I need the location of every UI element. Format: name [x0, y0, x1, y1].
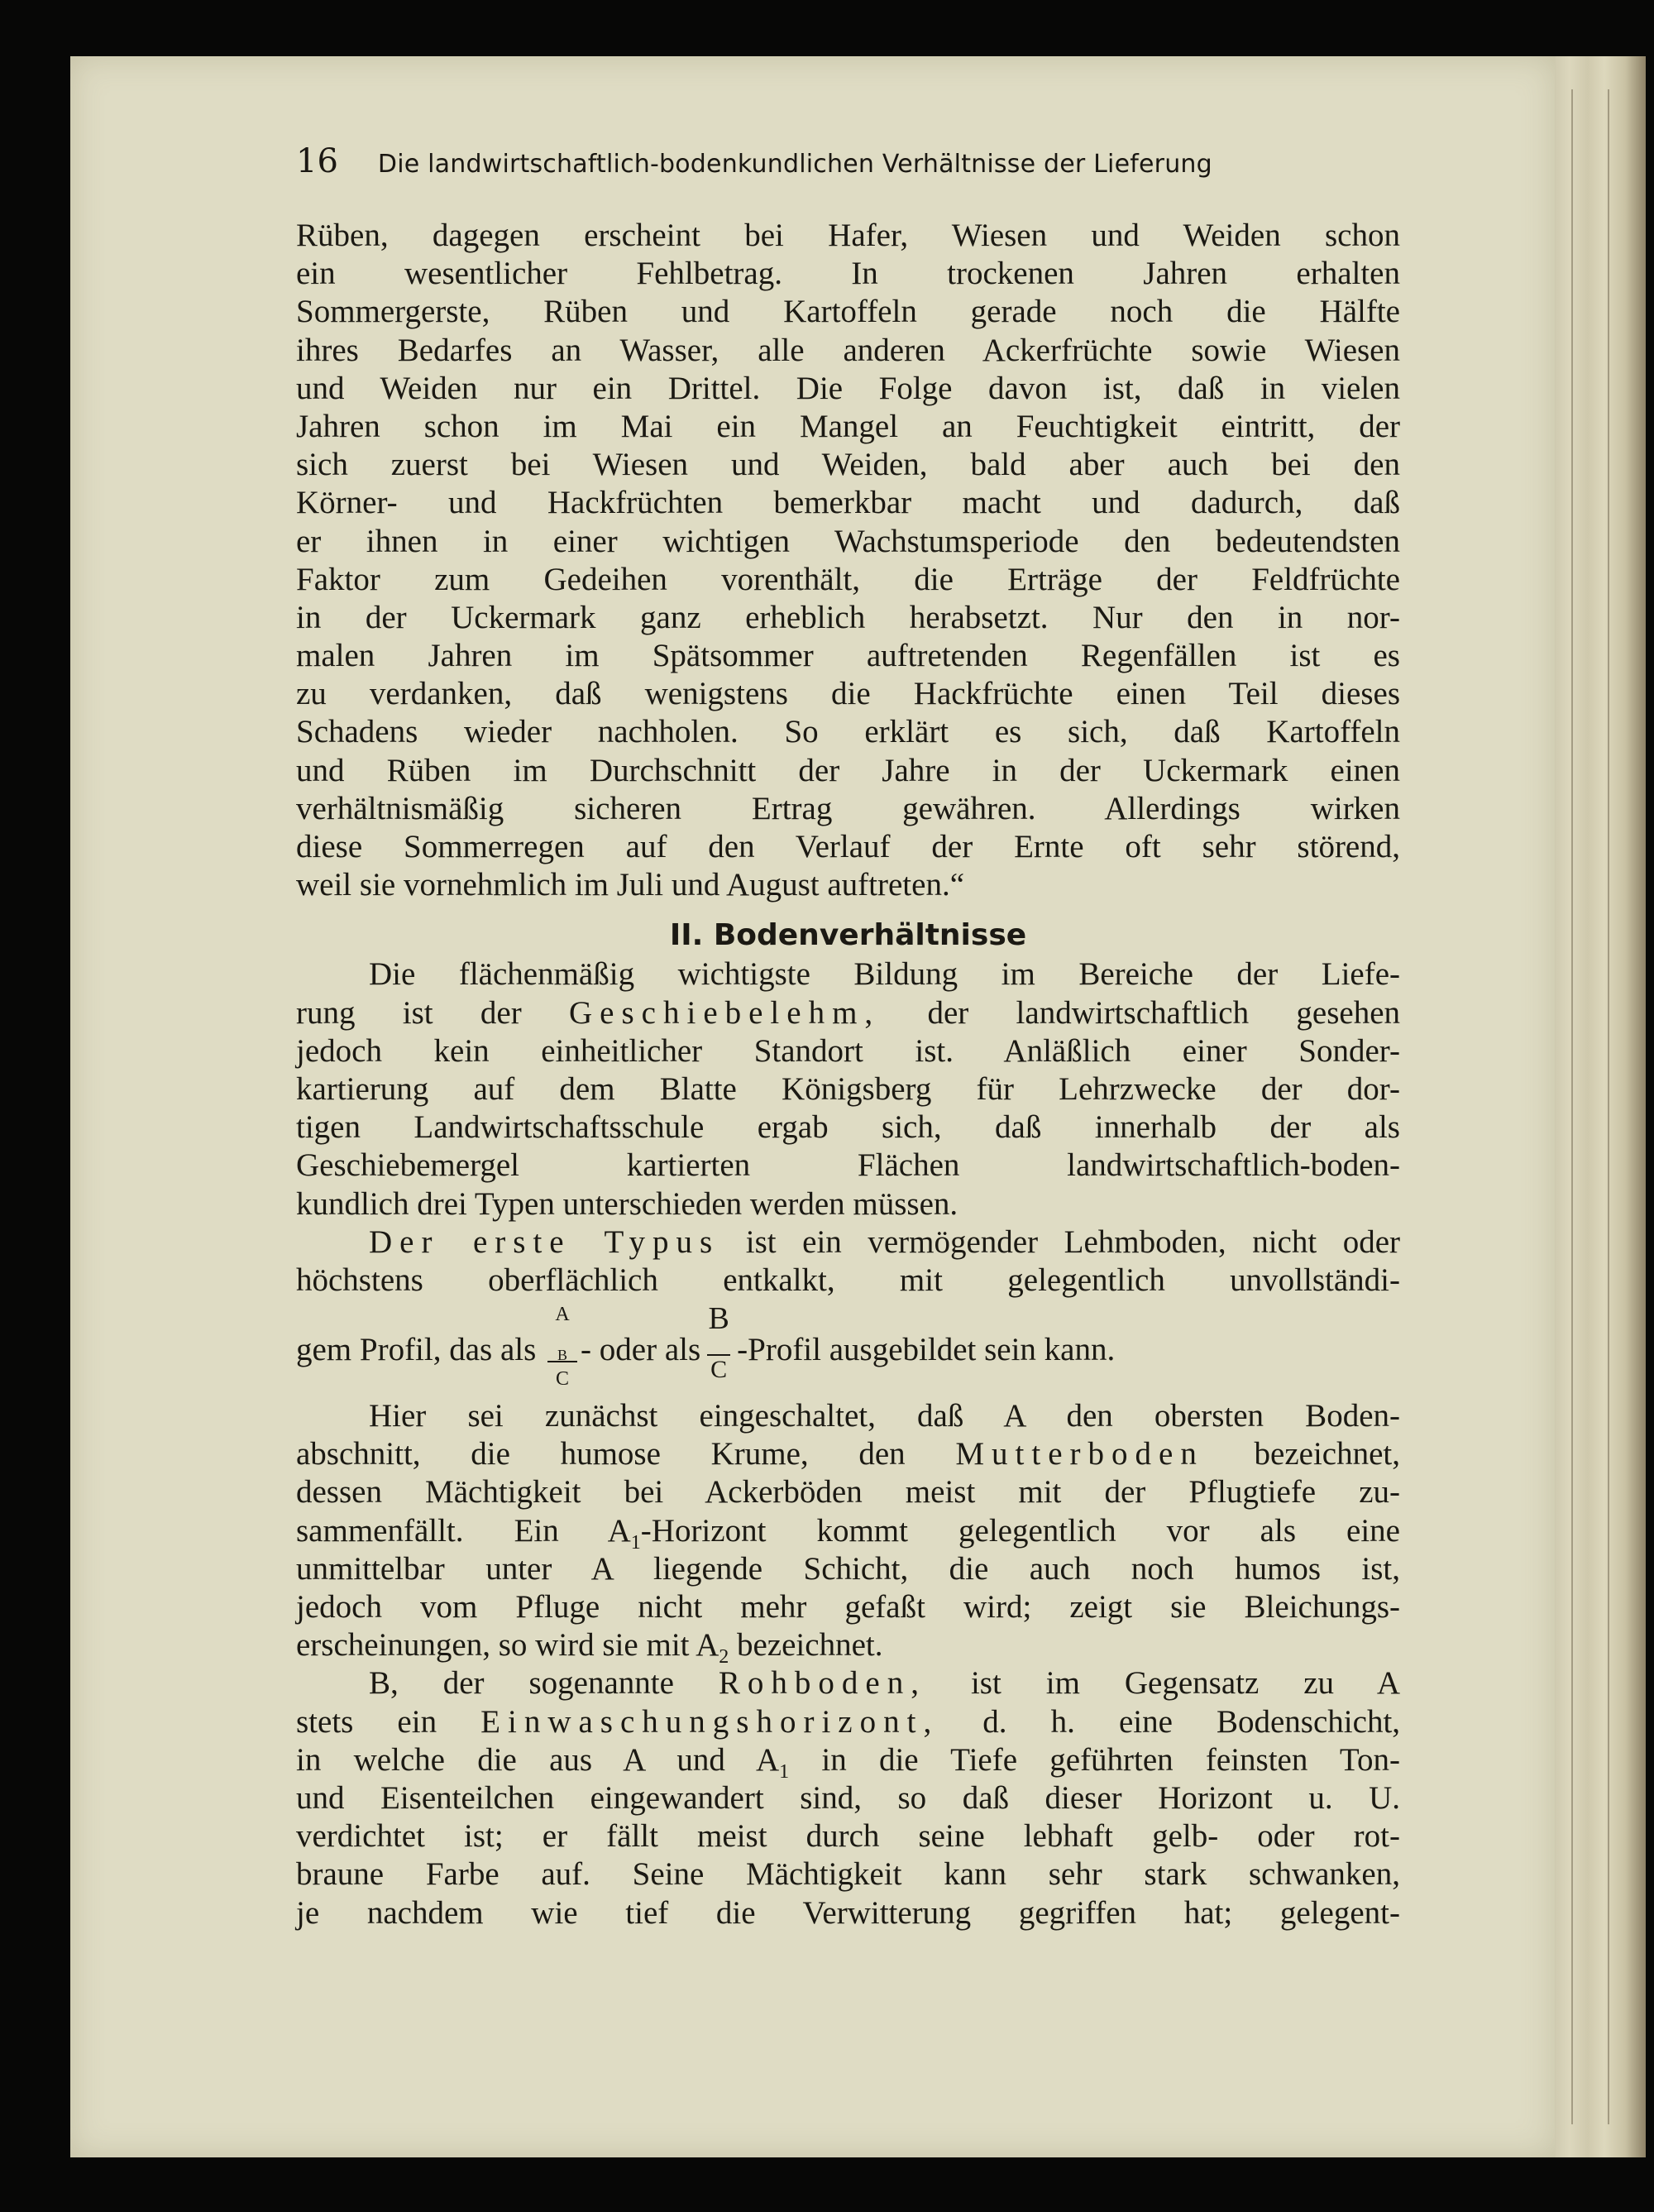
text-line — [296, 1626, 1400, 1668]
text-line: Faktor zum Gedeihen vorenthält, die Erträge der Feldfrüchte — [296, 561, 1400, 597]
fraction-bottom: C — [556, 1368, 570, 1391]
text-line: höchstens oberflächlich entkalkt, mit gelegentlich unvollständi- — [296, 1262, 1400, 1298]
subscript: 1 — [779, 1760, 790, 1783]
spaced-term: Mutterboden — [955, 1436, 1204, 1472]
formula-text — [296, 1301, 1400, 1391]
page-edge-line — [1608, 89, 1609, 2124]
text-run: abschnitt, die humose Krume, den — [296, 1436, 906, 1472]
text-line: jedoch vom Pfluge nicht mehr gefaßt wird; zeigt sie Bleichungs- — [296, 1589, 1400, 1625]
text-line: und Eisenteilchen eingewandert sind, so daß dieser Horizont u. U. — [296, 1779, 1400, 1816]
text-line: ihres Bedarfes an Wasser, alle anderen Ackerfrüchte sowie Wiesen — [296, 332, 1400, 368]
text-run: gem Profil, das als — [296, 1332, 537, 1368]
text-line: er ihnen in einer wichtigen Wachstumsperiode den bedeutendsten — [296, 523, 1400, 559]
text-run: der landwirtschaftlich gesehen — [927, 994, 1401, 1031]
text-line: verdichtet ist; er fällt meist durch seine lebhaft gelb- oder rot- — [296, 1818, 1400, 1855]
text-run: -Horizont kommt gelegentlich vor als eine — [640, 1512, 1400, 1549]
text-line: in der Uckermark ganz erheblich herabsetzt. Nur den in nor- — [296, 599, 1400, 635]
spaced-term: Der erste Typus — [369, 1223, 720, 1260]
profile-fraction-bc — [700, 1301, 737, 1384]
text-run: bezeichnet, — [1254, 1436, 1401, 1472]
text-run: ist im Gegensatz zu A — [970, 1665, 1401, 1702]
fraction-top: B — [708, 1301, 729, 1337]
text-line: und Weiden nur ein Drittel. Die Folge davon ist, daß in vielen — [296, 370, 1400, 406]
text-line: tigen Landwirtschaftsschule ergab sich, daß innerhalb der als — [296, 1109, 1400, 1146]
text-run: stets ein — [296, 1703, 437, 1740]
page-edge-line — [1571, 89, 1573, 2124]
text-line: verhältnismäßig sicheren Ertrag gewähren. Allerdings wirken — [296, 790, 1400, 826]
text-run: sammenfällt. Ein A — [296, 1512, 631, 1549]
text-line: Die flächenmäßig wichtigste Bildung im Bereiche der Liefe- — [369, 956, 1400, 993]
text-run: in die Tiefe geführten feinsten Ton- — [821, 1741, 1400, 1778]
spaced-term: Geschiebelehm, — [569, 994, 881, 1031]
page-number: 16 — [296, 142, 338, 180]
text-line — [296, 1512, 1400, 1554]
fraction-bar — [547, 1361, 577, 1362]
facing-page-edge — [1555, 56, 1646, 2157]
text-line: Körner- und Hackfrüchten bemerkbar macht und dadurch, daß — [296, 485, 1400, 521]
spaced-term: Einwaschungshorizont, — [480, 1703, 939, 1740]
page-header — [296, 142, 1313, 180]
spaced-term: Rohboden, — [718, 1665, 926, 1702]
text-line: kartierung auf dem Blatte Königsberg für Lehrzwecke der dor- — [296, 1070, 1400, 1107]
text-line — [296, 1664, 1400, 1702]
text-line: weil sie vornehmlich im Juli und August auftreten.“ — [296, 867, 965, 903]
text-run: d. h. eine Bodenschicht, — [982, 1703, 1401, 1740]
text-line — [296, 1703, 1400, 1741]
text-line: Schadens wieder nachholen. So erklärt es sich, daß Kartoffeln — [296, 714, 1400, 750]
fraction-bottom: C — [710, 1356, 728, 1384]
text-line — [296, 994, 1400, 1032]
text-line: braune Farbe auf. Seine Mächtigkeit kann sehr stark schwanken, — [296, 1856, 1400, 1893]
profile-formula-line — [296, 1300, 1400, 1397]
text-line — [296, 1741, 1400, 1783]
section-heading: II. Bodenverhältnisse — [669, 918, 1027, 953]
text-line: ein wesentlicher Fehlbetrag. In trockenen Jahren erhalten — [296, 256, 1400, 292]
text-line: zu verdanken, daß wenigstens die Hackfrüchte einen Teil dieses — [296, 676, 1400, 712]
text-line: Rüben, dagegen erscheint bei Hafer, Wiesen und Weiden schon — [296, 218, 1400, 253]
subscript: 2 — [719, 1645, 729, 1668]
subscript: 1 — [630, 1531, 641, 1554]
profile-fraction-abc — [544, 1304, 581, 1391]
text-run: ist ein vermögender Lehmboden, nicht oder — [745, 1223, 1401, 1260]
text-line: je nachdem wie tief die Verwitterung gegriffen hat; gelegent- — [296, 1894, 1400, 1931]
text-line: Hier sei zunächst eingeschaltet, daß A den obersten Boden- — [369, 1398, 1400, 1434]
text-run: rung ist der — [296, 994, 522, 1031]
text-line: Jahren schon im Mai ein Mangel an Feuchtigkeit eintritt, der — [296, 408, 1400, 444]
text-line: dessen Mächtigkeit bei Ackerböden meist mit der Pflugtiefe zu- — [296, 1474, 1400, 1511]
running-head: Die landwirtschaftlich-bodenkundlichen Verhältnisse der Lieferung — [377, 150, 1212, 179]
text-line: und Rüben im Durchschnitt der Jahre in der Uckermark einen — [296, 752, 1400, 788]
text-run: erscheinungen, so wird sie mit A — [296, 1627, 719, 1664]
text-line: kundlich drei Typen unterschieden werden müssen. — [296, 1185, 958, 1222]
text-line: Geschiebemergel kartierten Flächen landwirtschaftlich-boden- — [296, 1147, 1400, 1184]
text-line: unmittelbar unter A liegende Schicht, die auch noch humos ist, — [296, 1550, 1400, 1587]
body-text — [296, 217, 1400, 1932]
text-run: -Profil ausgebildet sein kann. — [737, 1332, 1116, 1368]
text-line — [296, 1435, 1400, 1473]
text-line: Sommergerste, Rüben und Kartoffeln gerade noch die Hälfte — [296, 294, 1400, 330]
text-run: B, der sogenannte — [369, 1665, 674, 1702]
text-run: in welche die aus A und A — [296, 1741, 780, 1778]
text-line: sich zuerst bei Wiesen und Weiden, bald aber auch bei den — [296, 447, 1400, 483]
text-line — [296, 1223, 1400, 1262]
text-run: - oder als — [581, 1332, 701, 1368]
text-line: malen Jahren im Spätsommer auftretenden Regenfällen ist es — [296, 638, 1400, 674]
fraction-middle: B — [557, 1347, 568, 1364]
text-line: diese Sommerregen auf den Verlauf der Ernte oft sehr störend, — [296, 829, 1400, 864]
text-line: jedoch kein einheitlicher Standort ist. Anläßlich einer Sonder- — [296, 1032, 1400, 1069]
text-run: bezeichnet. — [737, 1627, 883, 1664]
fraction-top: A — [555, 1304, 570, 1326]
